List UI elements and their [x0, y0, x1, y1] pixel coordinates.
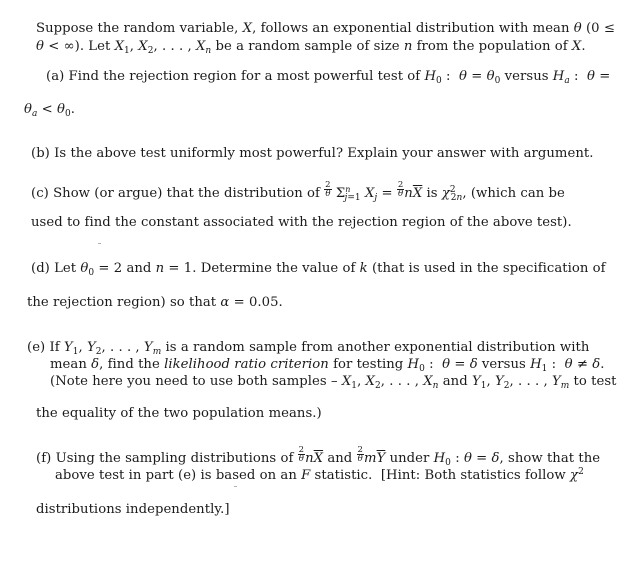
part-f-line-3: distributions independently.] — [36, 502, 230, 517]
part-a-line-1: (a) Find the rejection region for a most powerful test of $H_0$ : $\theta = \theta_0$ versus $H_a$ : θ = — [46, 69, 611, 86]
scan-speck — [234, 486, 237, 487]
part-e-line-3: (Note here you need to use both samples – $X_1$, $X_2$, . . . , $X_n$ and $Y_1$, $Y_2$, . . . , $Y_m$ to test — [50, 374, 617, 391]
part-b: (b) Is the above test uniformly most powerful? Explain your answer with argument. — [31, 146, 594, 161]
scan-speck — [98, 243, 101, 244]
part-e-line-1: (e) If $Y_1$, $Y_2$, . . . , $Y_m$ is a random sample from another exponential distribution with — [27, 340, 590, 357]
part-f-line-2: above test in part (e) is based on an F statistic. [Hint: Both statistics follow $\chi^2$ — [55, 467, 584, 483]
part-e-line-2: mean δ, find the likelihood ratio criterion for testing $H_0$ : θ = δ versus $H_1$ : θ ≠ δ. — [50, 357, 605, 374]
part-f-line-1: (f) Using the sampling distributions of $\frac{2}{\theta}$ $n\overline{X}$ and $\frac{2}{\theta}$ $m\overline{Y}$ under $H_0$ : θ = δ, show that the — [36, 445, 601, 468]
part-c-line-2: used to find the constant associated with the rejection region of the above test). — [31, 215, 572, 230]
part-c-line-1: (c) Show (or argue) that the distribution of $\frac{2}{\theta}$ $\Sigma^n_{j=1}$ $X_j$ = $\frac{2}{\theta}$ $n\overline{X}$ is $\chi^2_{2n}$, (which can be — [31, 180, 565, 203]
part-d-line-1: (d) Let $\theta_0 = 2$ and n = 1. Determine the value of k (that is used in the specification of — [31, 261, 606, 278]
intro-line-2: θ < ∞). Let $X_1$, $X_2$, . . . , $X_n$ be a random sample of size n from the population of X. — [36, 39, 586, 56]
part-d-line-2: the rejection region) so that α = 0.05. — [27, 295, 283, 310]
part-e-line-4: the equality of the two population means.) — [36, 406, 322, 421]
part-a-line-2: $\theta_a < \theta_0$. — [24, 102, 76, 119]
intro-line-1: Suppose the random variable, X, follows an exponential distribution with mean θ (0 ≤ — [36, 21, 615, 36]
